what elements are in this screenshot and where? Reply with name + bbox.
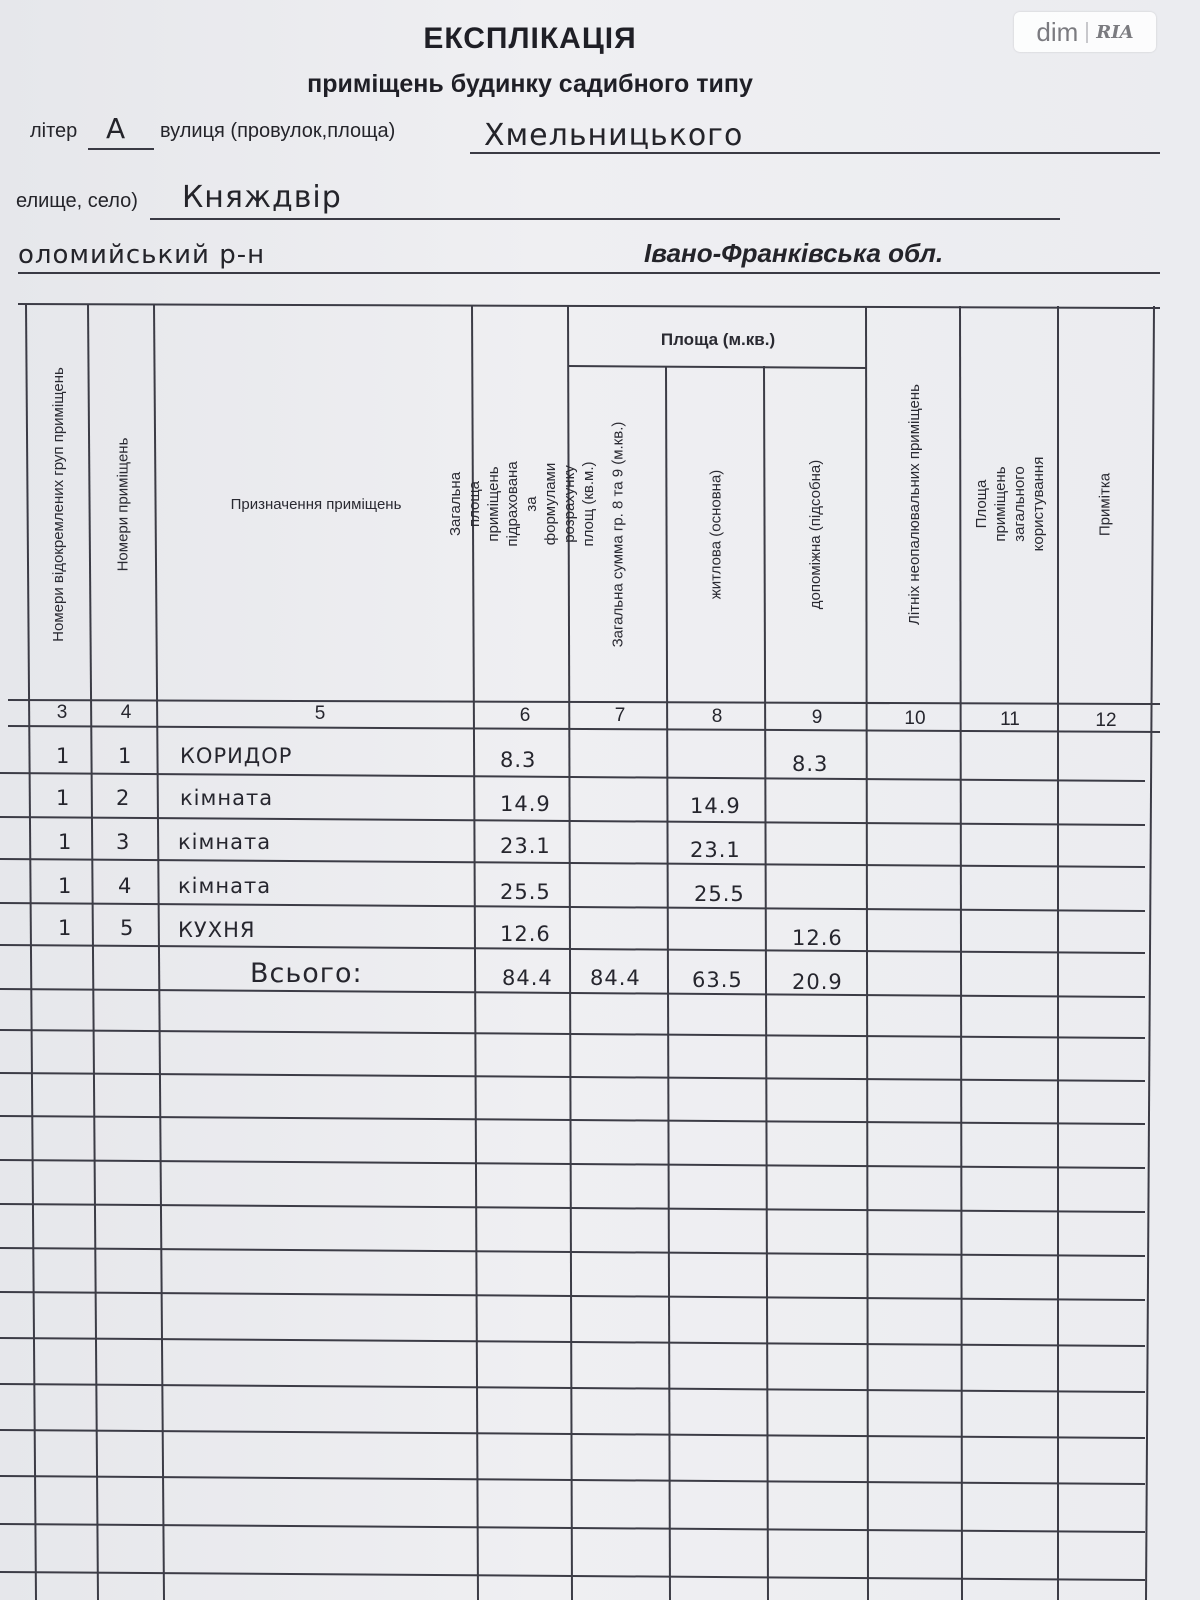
col-header-total-area	[447, 310, 597, 698]
col-header-total-area-text: Загальна площа приміщень підрахована за формулами розрахунку площ (кв.м.)	[447, 461, 597, 547]
col-number-11: 11	[1000, 709, 1020, 730]
row-1-total: 8.3	[500, 748, 537, 772]
district-value: оломийський р-н	[18, 240, 266, 270]
col-header-sum	[570, 370, 666, 698]
col-header-living	[668, 370, 764, 698]
col-number-10: 10	[904, 708, 926, 729]
row-1-group: 1	[56, 744, 71, 768]
row-2-total: 14.9	[500, 792, 551, 816]
row-1-auxiliary: 8.3	[792, 752, 829, 776]
col-header-common-use	[962, 310, 1058, 698]
totals-living: 63.5	[692, 968, 743, 992]
totals-total: 84.4	[502, 966, 553, 990]
row-4-living: 25.5	[694, 882, 745, 906]
row-5-group: 1	[58, 916, 73, 940]
col-header-auxiliary	[766, 370, 866, 698]
watermark-dim-text: dim	[1036, 16, 1079, 47]
col-header-summer-text: Літніх неопалювальних приміщень	[905, 383, 923, 625]
row-4-purpose: кімната	[178, 874, 272, 898]
row-5-auxiliary: 12.6	[792, 926, 843, 950]
street-label: вулиця (провулок,площа)	[160, 120, 396, 142]
col-header-note	[1058, 310, 1152, 698]
col-group-header-area-text: Площа (м.кв.)	[660, 329, 776, 349]
row-3-living: 23.1	[690, 838, 741, 862]
row-3-purpose: кімната	[178, 830, 272, 854]
row-1-purpose: КОРИДОР	[180, 744, 293, 768]
village-label: елище, село)	[16, 190, 138, 212]
totals-auxiliary: 20.9	[792, 970, 843, 994]
row-2-living: 14.9	[690, 794, 741, 818]
col-header-common-use-text: Площа приміщень загального користування	[973, 456, 1047, 552]
row-2-group: 1	[56, 786, 71, 810]
col-number-4: 4	[120, 702, 132, 723]
liter-label: літер	[30, 120, 78, 142]
row-2-number: 2	[116, 786, 131, 810]
col-header-groups-text: Номери відокремлених груп приміщень	[49, 366, 67, 642]
row-5-number: 5	[120, 916, 135, 940]
row-1-number: 1	[118, 744, 133, 768]
col-group-header-area	[570, 312, 866, 366]
col-header-note-text: Примітка	[1096, 472, 1114, 536]
liter-value: А	[106, 112, 127, 145]
row-3-group: 1	[58, 830, 73, 854]
row-3-total: 23.1	[500, 834, 551, 858]
col-number-7: 7	[614, 705, 626, 726]
row-2-purpose: кімната	[180, 786, 274, 810]
col-number-12: 12	[1095, 710, 1117, 731]
col-header-sum-text: Загальна сумма гр. 8 та 9 (м.кв.)	[609, 421, 627, 647]
row-5-total: 12.6	[500, 922, 551, 946]
watermark-ria-text: RIA	[1086, 22, 1133, 43]
col-number-6: 6	[519, 705, 531, 726]
document-subtitle: приміщень будинку садибного типу	[307, 70, 753, 98]
totals-label: Всього:	[250, 958, 363, 989]
col-number-9: 9	[811, 707, 823, 728]
col-header-auxiliary-text: допоміжна (підсобна)	[807, 459, 825, 609]
col-header-living-text: житлова (основна)	[707, 469, 725, 599]
totals-sum: 84.4	[590, 966, 641, 990]
col-number-3: 3	[56, 702, 68, 723]
col-number-8: 8	[711, 706, 723, 727]
village-value: Княждвір	[182, 180, 342, 215]
col-header-purpose-text: Призначення приміщень	[230, 495, 402, 513]
row-4-number: 4	[118, 874, 133, 898]
col-header-purpose	[160, 310, 472, 698]
col-header-room-numbers	[92, 310, 154, 698]
row-4-group: 1	[58, 874, 73, 898]
street-value: Хмельницького	[484, 118, 744, 153]
document-title: ЕКСПЛІКАЦІЯ	[423, 22, 637, 55]
col-number-5: 5	[314, 703, 326, 724]
row-5-purpose: КУХНЯ	[178, 918, 256, 942]
col-header-summer	[867, 310, 961, 698]
row-4-total: 25.5	[500, 880, 551, 904]
region-value: Івано-Франківська обл.	[644, 238, 944, 268]
col-header-room-numbers-text: Номери приміщень	[114, 437, 132, 571]
row-3-number: 3	[116, 830, 131, 854]
col-header-groups	[28, 310, 88, 698]
